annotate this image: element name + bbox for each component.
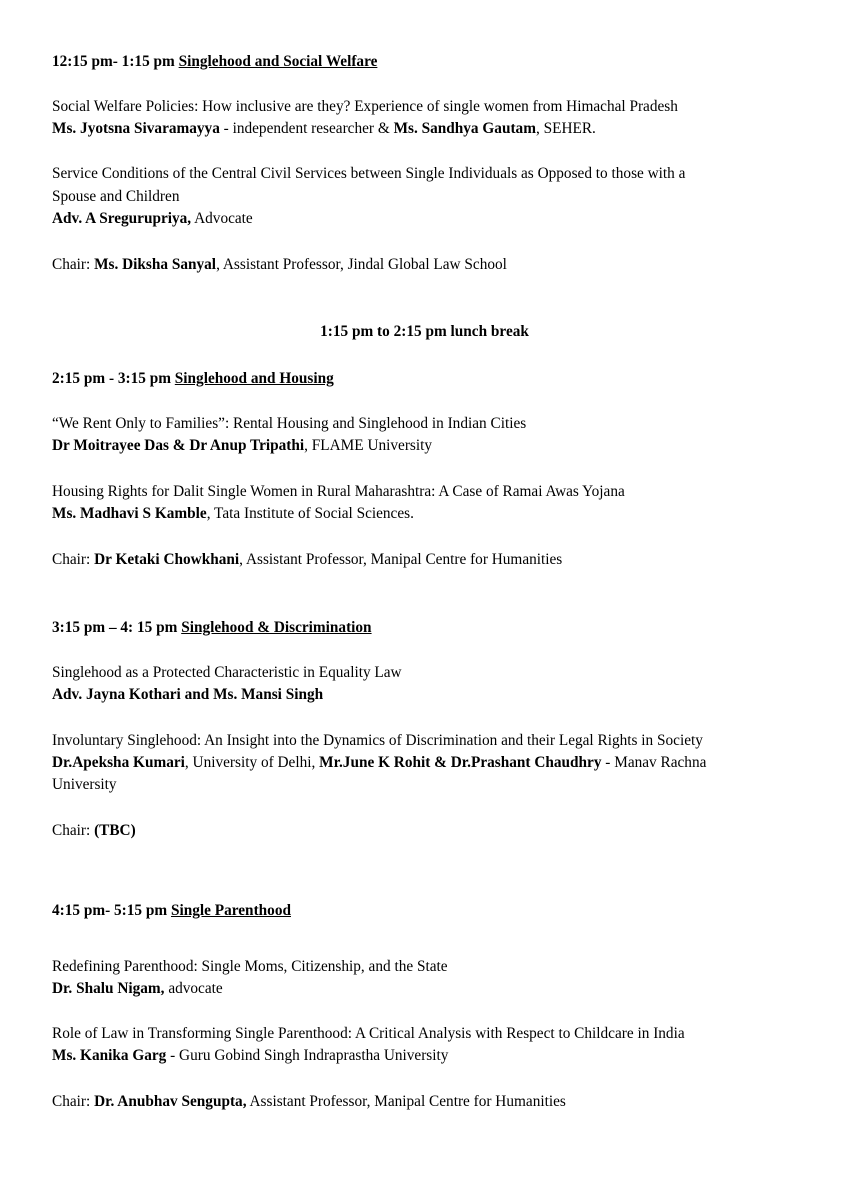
session-chair xyxy=(52,254,507,276)
author-name: Ms. Sandhya Gautam xyxy=(393,120,536,137)
chair-label: Chair: xyxy=(52,822,95,839)
author-affiliation: , Tata Institute of Social Sciences. xyxy=(206,505,414,522)
session-3-heading xyxy=(52,617,372,639)
session-2-heading xyxy=(52,368,334,390)
session-time: 2:15 pm - 3:15 pm xyxy=(52,370,175,387)
paper-authors xyxy=(52,1045,448,1067)
paper-title: Involuntary Singlehood: An Insight into the Dynamics of Discrimination and their Legal Rights in Society xyxy=(52,732,703,749)
chair-label: Chair: xyxy=(52,1093,95,1110)
author-affiliation: Advocate xyxy=(191,210,253,227)
chair-label: Chair: xyxy=(52,256,95,273)
chair-affiliation: , Assistant Professor, Jindal Global Law School xyxy=(216,256,507,273)
session-1-heading xyxy=(52,51,377,73)
chair-name: Dr. Anubhav Sengupta, xyxy=(94,1093,247,1110)
author-affiliation: , University of Delhi, xyxy=(184,754,320,771)
chair-name: Dr Ketaki Chowkhani xyxy=(94,551,240,568)
paper-authors xyxy=(52,435,432,457)
chair-label: Chair: xyxy=(52,551,95,568)
session-title: Single Parenthood xyxy=(170,902,291,919)
paper-title-cont: Spouse and Children xyxy=(52,188,180,205)
session-chair xyxy=(52,1091,566,1113)
paper-authors xyxy=(52,503,414,525)
paper-title: “We Rent Only to Families”: Rental Housing and Singlehood in Indian Cities xyxy=(52,415,527,432)
session-title: Singlehood and Social Welfare xyxy=(178,53,378,70)
author-name: Dr.Apeksha Kumari xyxy=(52,754,185,771)
session-time: 12:15 pm- 1:15 pm xyxy=(52,53,179,70)
author-name: Dr. Shalu Nigam, xyxy=(52,980,165,997)
paper-title: Redefining Parenthood: Single Moms, Citizenship, and the State xyxy=(52,958,448,975)
paper-authors xyxy=(52,752,706,774)
author-affiliation: - independent researcher & xyxy=(219,120,394,137)
paper-title: Role of Law in Transforming Single Parenthood: A Critical Analysis with Respect to Childcare in India xyxy=(52,1025,685,1042)
chair-affiliation: Assistant Professor, Manipal Centre for Humanities xyxy=(246,1093,566,1110)
chair-name: Ms. Diksha Sanyal xyxy=(94,256,217,273)
paper-authors xyxy=(52,978,223,1000)
paper-authors-cont: University xyxy=(52,776,117,793)
paper-title: Singlehood as a Protected Characteristic in Equality Law xyxy=(52,664,402,681)
lunch-break: 1:15 pm to 2:15 pm lunch break xyxy=(320,323,529,340)
session-title: Singlehood and Housing xyxy=(174,370,334,387)
author-name: Mr.June K Rohit & Dr.Prashant Chaudhry xyxy=(319,754,602,771)
paper-authors xyxy=(52,118,596,140)
paper-authors xyxy=(52,208,253,230)
paper-title: Housing Rights for Dalit Single Women in Rural Maharashtra: A Case of Ramai Awas Yojana xyxy=(52,483,625,500)
paper-title: Service Conditions of the Central Civil Services between Single Individuals as Opposed to those with a xyxy=(52,165,686,182)
paper-title: Social Welfare Policies: How inclusive are they? Experience of single women from Himachal Pradesh xyxy=(52,98,678,115)
paper-authors xyxy=(52,684,323,706)
session-time: 3:15 pm – 4: 15 pm xyxy=(52,619,182,636)
author-affiliation: , FLAME University xyxy=(304,437,433,454)
author-name: Dr Moitrayee Das & Dr Anup Tripathi xyxy=(52,437,305,454)
session-chair xyxy=(52,820,136,842)
session-chair xyxy=(52,549,562,571)
session-time: 4:15 pm- 5:15 pm xyxy=(52,902,171,919)
session-title: Singlehood & Discrimination xyxy=(181,619,372,636)
author-name: Adv. Jayna Kothari and Ms. Mansi Singh xyxy=(52,686,324,703)
chair-name: (TBC) xyxy=(94,822,136,839)
author-affiliation: , SEHER. xyxy=(535,120,596,137)
author-affiliation: - Guru Gobind Singh Indraprastha University xyxy=(166,1047,449,1064)
author-affiliation: advocate xyxy=(164,980,223,997)
author-name: Ms. Kanika Garg xyxy=(52,1047,167,1064)
author-name: Ms. Madhavi S Kamble xyxy=(52,505,207,522)
chair-affiliation: , Assistant Professor, Manipal Centre for Humanities xyxy=(239,551,563,568)
author-name: Ms. Jyotsna Sivaramayya xyxy=(52,120,220,137)
author-affiliation: - Manav Rachna xyxy=(601,754,707,771)
session-4-heading xyxy=(52,900,291,922)
author-name: Adv. A Sregurupriya, xyxy=(52,210,192,227)
